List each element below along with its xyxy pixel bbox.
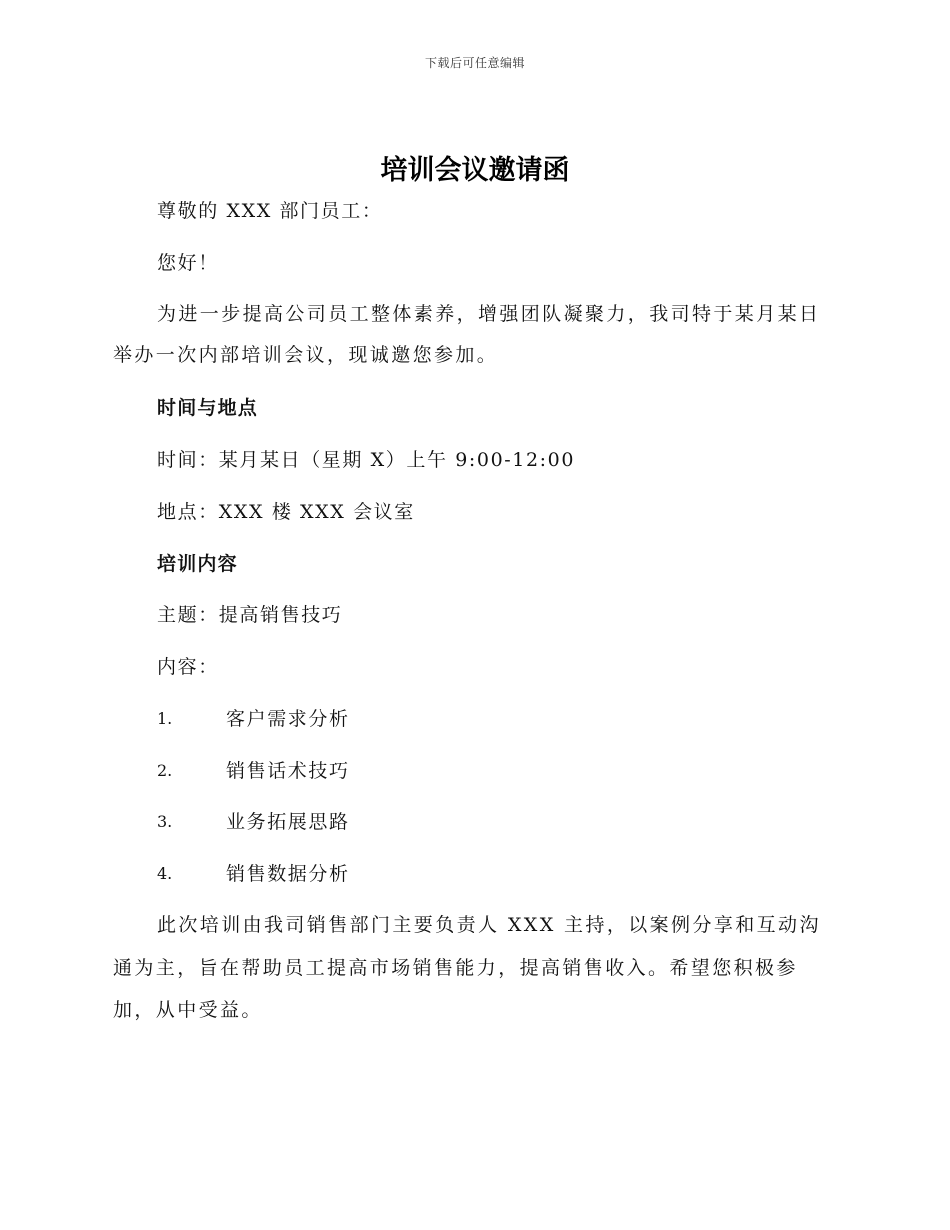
list-item-number: 4. [157, 864, 173, 883]
salutation: 尊敬的 XXX 部门员工： [157, 200, 383, 222]
list-item-number: 1. [157, 709, 173, 728]
intro-line-1: 为进一步提高公司员工整体素养，增强团队凝聚力，我司特于某月某日 [157, 303, 821, 325]
list-item-number: 3. [157, 812, 173, 831]
section-heading-time-place: 时间与地点 [157, 397, 259, 419]
list-item: 客户需求分析 [226, 708, 350, 730]
document-title: 培训会议邀请函 [380, 155, 570, 186]
intro-line-2: 举办一次内部培训会议，现诚邀您参加。 [113, 344, 499, 366]
closing-line-1: 此次培训由我司销售部门主要负责人 XXX 主持，以案例分享和互动沟 [157, 914, 821, 936]
section-heading-content: 培训内容 [157, 553, 238, 575]
meeting-time: 时间：某月某日（星期 X）上午 9:00-12:00 [157, 449, 576, 471]
training-topic: 主题：提高销售技巧 [157, 604, 343, 626]
list-item: 销售数据分析 [226, 863, 350, 885]
list-item-number: 2. [157, 761, 173, 780]
header-note: 下载后可任意编辑 [424, 56, 525, 70]
closing-line-3: 加，从中受益。 [113, 999, 263, 1021]
content-label: 内容： [157, 656, 219, 678]
list-item: 销售话术技巧 [226, 760, 350, 782]
meeting-place: 地点：XXX 楼 XXX 会议室 [157, 501, 415, 523]
list-item: 业务拓展思路 [226, 811, 350, 833]
closing-line-2: 通为主，旨在帮助员工提高市场销售能力，提高销售收入。希望您积极参 [113, 957, 798, 979]
greeting: 您好！ [157, 252, 219, 274]
